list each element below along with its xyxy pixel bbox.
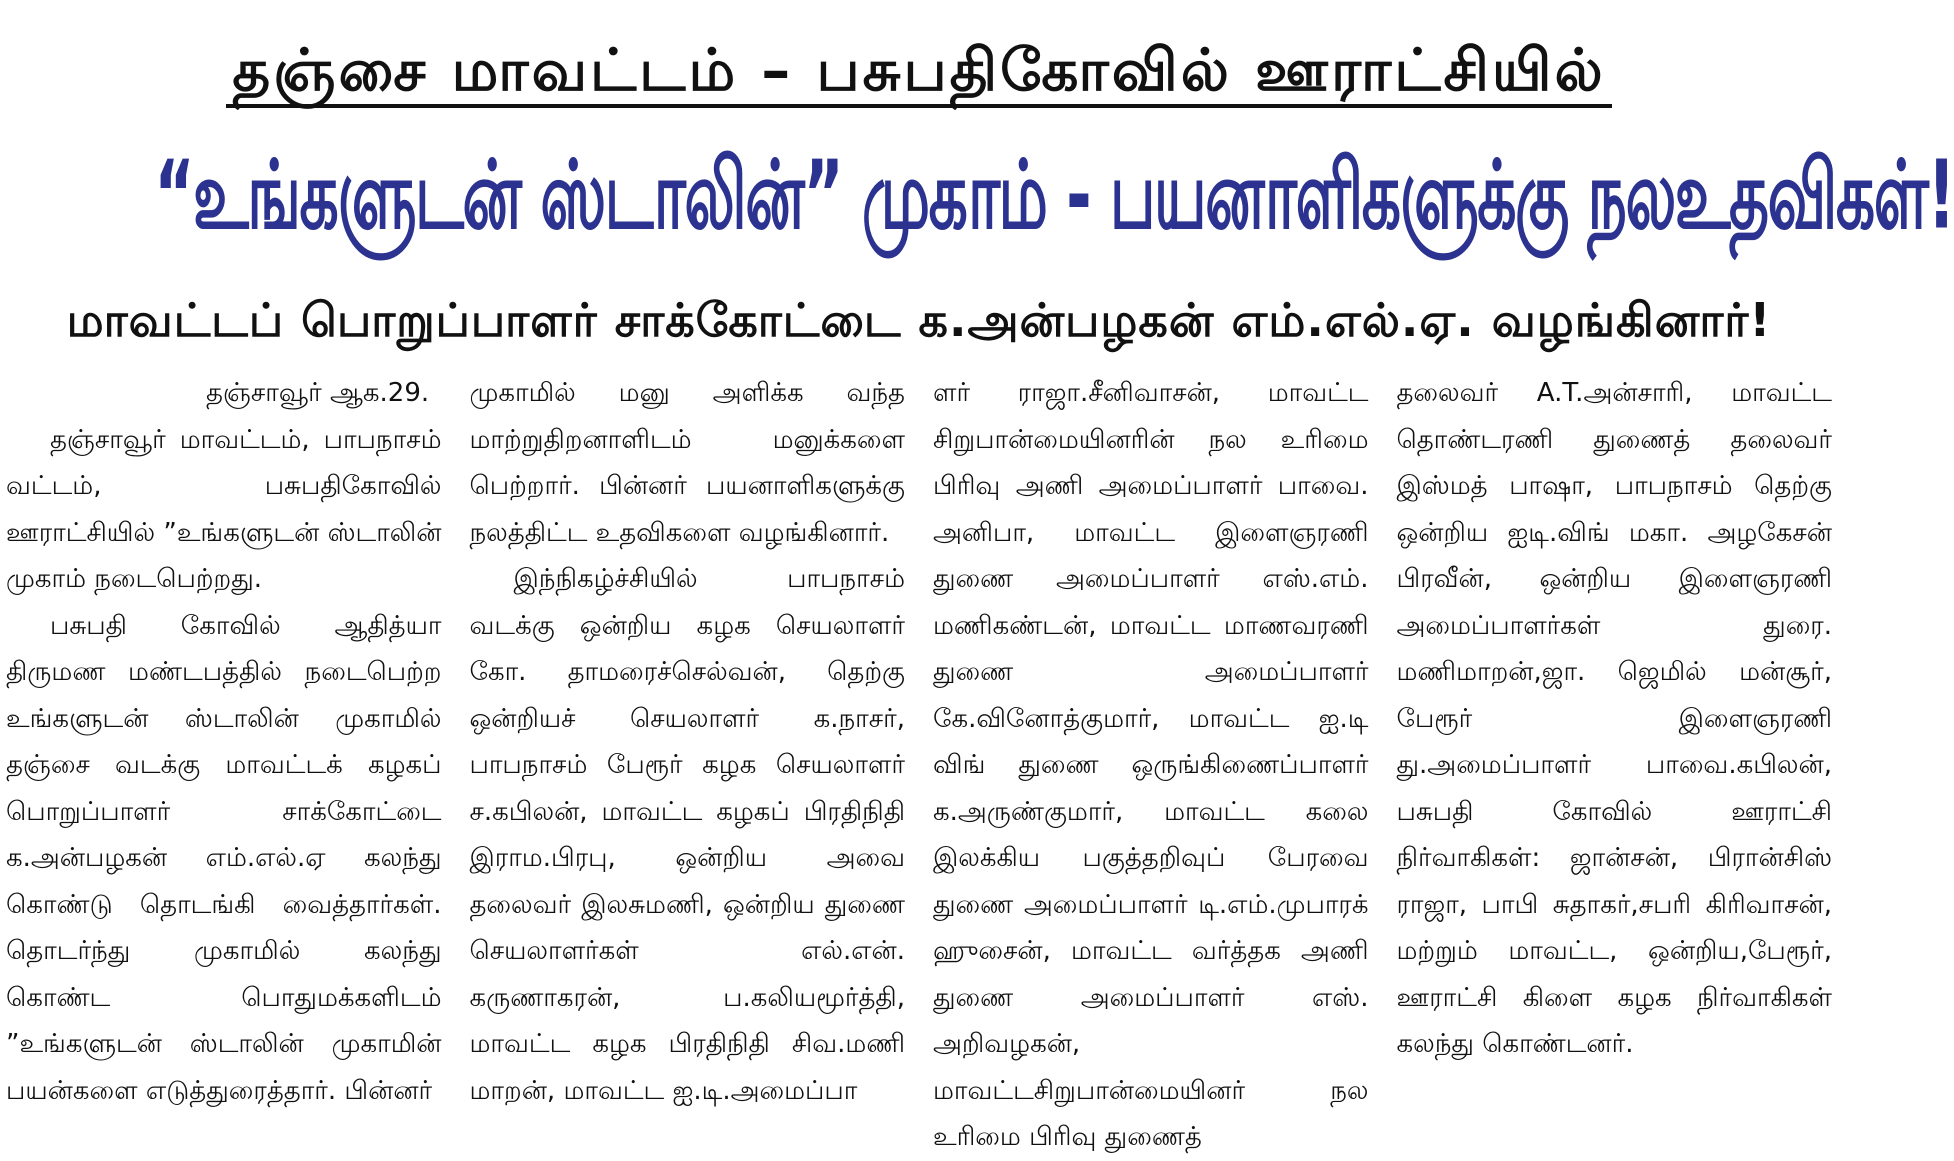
kicker-text: தஞ்சை மாவட்டம் – பசுபதிகோவில் ஊராட்சியில் [226,36,1611,108]
article-column-3 [933,370,1369,1152]
article-paragraph: முகாமில் மனு அளிக்க வந்த மாற்றுதிறனாளிடம் மனுக்களை பெற்றார். பின்னர் பயனாளிகளுக்கு நலத்திட்ட உதவிகளை வழங்கினார். [469,378,905,548]
main-headline: “உங்களுடன் ஸ்டாலின்” முகாம் - பயனாளிகளுக்கு நலஉதவிகள்! [154,140,1954,251]
kicker-heading [0,34,1838,106]
article-column-2 [470,370,906,1122]
article-body [6,370,1832,1152]
article-column-1 [6,370,442,1122]
article-paragraph: இந்நிகழ்ச்சியில் பாபநாசம் வடக்கு ஒன்றிய கழக செயலாளர் கோ. தாமரைச்செல்வன், தெற்கு ஒன்றியச் செயலாளர் க.நாசர், பாபநாசம் பேரூர் கழக செயலாளர் ச.கபிலன், மாவட்ட கழகப் பிரதிநிதி இராம.பிரபு, ஒன்றிய அவை தலைவர் இலசுமணி, ஒன்றிய துணை செயலாளர்கள் எல்.என். கருணாகரன், ப.கலியமூர்த்தி, மாவட்ட கழக பிரதிநிதி சிவ.மணி மாறன், மாவட்ட ஐ.டி.அமைப்பா [469,564,905,1106]
article-paragraph: பசுபதி கோவில் ஆதித்யா திருமண மண்டபத்தில் நடைபெற்ற உங்களுடன் ஸ்டாலின் முகாமில் தஞ்சை வடக்கு மாவட்டக் கழகப் பொறுப்பாளர் சாக்கோட்டை க.அன்பழகன் எம்.எல்.ஏ கலந்து கொண்டு தொடங்கி வைத்தார்கள். தொடர்ந்து முகாமில் கலந்து கொண்ட பொதுமக்களிடம் ”உங்களுடன் ஸ்டாலின் முகாமின் பயன்களை எடுத்துரைத்தார். பின்னர் [6,610,442,1106]
dateline: தஞ்சாவூர் ஆக.29. [206,378,430,408]
article-paragraph: தலைவர் A.T.அன்சாரி, மாவட்ட தொண்டரணி துணைத் தலைவர் இஸ்மத் பாஷா, பாபநாசம் தெற்கு ஒன்றிய ஐடி.விங் மகா. அழகேசன் பிரவீன், ஒன்றிய இளைஞரணி அமைப்பாளர்கள் துரை. மணிமாறன்,ஜா. ஜெமில் மன்சூர், பேரூர் இளைஞரணி து.அமைப்பாளர் பாவை.கபிலன், பசுபதி கோவில் ஊராட்சி நிர்வாகிகள்: ஜான்சன், பிரான்சிஸ் ராஜா, பாபி சுதாகர்,சபரி கிரிவாசன், மற்றும் மாவட்ட, ஒன்றிய,பேரூர், ஊராட்சி கிளை கழக நிர்வாகிகள் கலந்து கொண்டனர். [1396,378,1832,1059]
article-paragraph: ளர் ராஜா.சீனிவாசன், மாவட்ட சிறுபான்மையினரின் நல உரிமை பிரிவு அணி அமைப்பாளர் பாவை. அனிபா, மாவட்ட இளைஞரணி துணை அமைப்பாளர் எஸ்.எம். மணிகண்டன், மாவட்ட மாணவரணி துணை அமைப்பாளர் கே.வினோத்குமார், மாவட்ட ஐ.டி விங் துணை ஒருங்கிணைப்பாளர் க.அருண்குமார், மாவட்ட கலை இலக்கிய பகுத்தறிவுப் பேரவை துணை அமைப்பாளர் டி.எம்.முபாரக் ஹுசைன், மாவட்ட வர்த்தக அணி துணை அமைப்பாளர் எஸ். அறிவழகன், மாவட்டசிறுபான்மையினர் நல உரிமை பிரிவு துணைத் [933,378,1369,1152]
article-column-4 [1397,370,1833,1122]
article-paragraph: தஞ்சாவூர் மாவட்டம், பாபநாசம் வட்டம், பசுபதிகோவில் ஊராட்சியில் ”உங்களுடன் ஸ்டாலின் முகாம் நடைபெற்றது. [6,424,442,594]
sub-headline: மாவட்டப் பொறுப்பாளர் சாக்கோட்டை க.அன்பழகன் எம்.எல்.ஏ. வழங்கினார்! [66,293,1772,347]
